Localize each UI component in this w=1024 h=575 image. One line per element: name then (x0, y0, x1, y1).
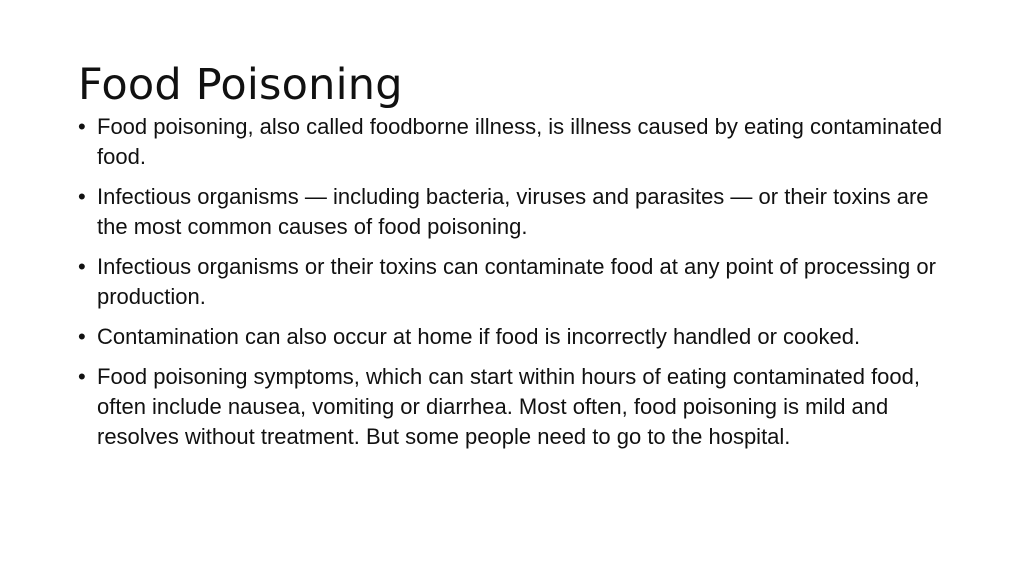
bullet-text: Contamination can also occur at home if food is incorrectly handled or cooked. (97, 324, 861, 349)
bullet-dot-icon: • (78, 254, 86, 279)
bullet-text: Food poisoning symptoms, which can start within hours of eating contaminated food, often include nausea, vomiting or diarrhea. Most often, food poisoning is mild and resolves without treatment. But some people need to go to the hospital. (97, 364, 921, 449)
bullet-text: Infectious organisms or their toxins can contaminate food at any point of processing or production. (97, 254, 936, 309)
bullet-item (78, 252, 958, 312)
bullet-list (78, 112, 958, 462)
bullet-dot-icon: • (78, 364, 86, 389)
bullet-item (78, 362, 958, 452)
bullet-dot-icon: • (78, 324, 86, 349)
bullet-text: Food poisoning, also called foodborne illness, is illness caused by eating contaminated food. (97, 114, 943, 169)
bullet-item (78, 322, 958, 352)
bullet-dot-icon: • (78, 114, 86, 139)
bullet-item (78, 112, 958, 172)
slide-title: Food Poisoning (78, 60, 403, 110)
bullet-text: Infectious organisms — including bacteria, viruses and parasites — or their toxins are the most common causes of food poisoning. (97, 184, 929, 239)
bullet-item (78, 182, 958, 242)
bullet-dot-icon: • (78, 184, 86, 209)
